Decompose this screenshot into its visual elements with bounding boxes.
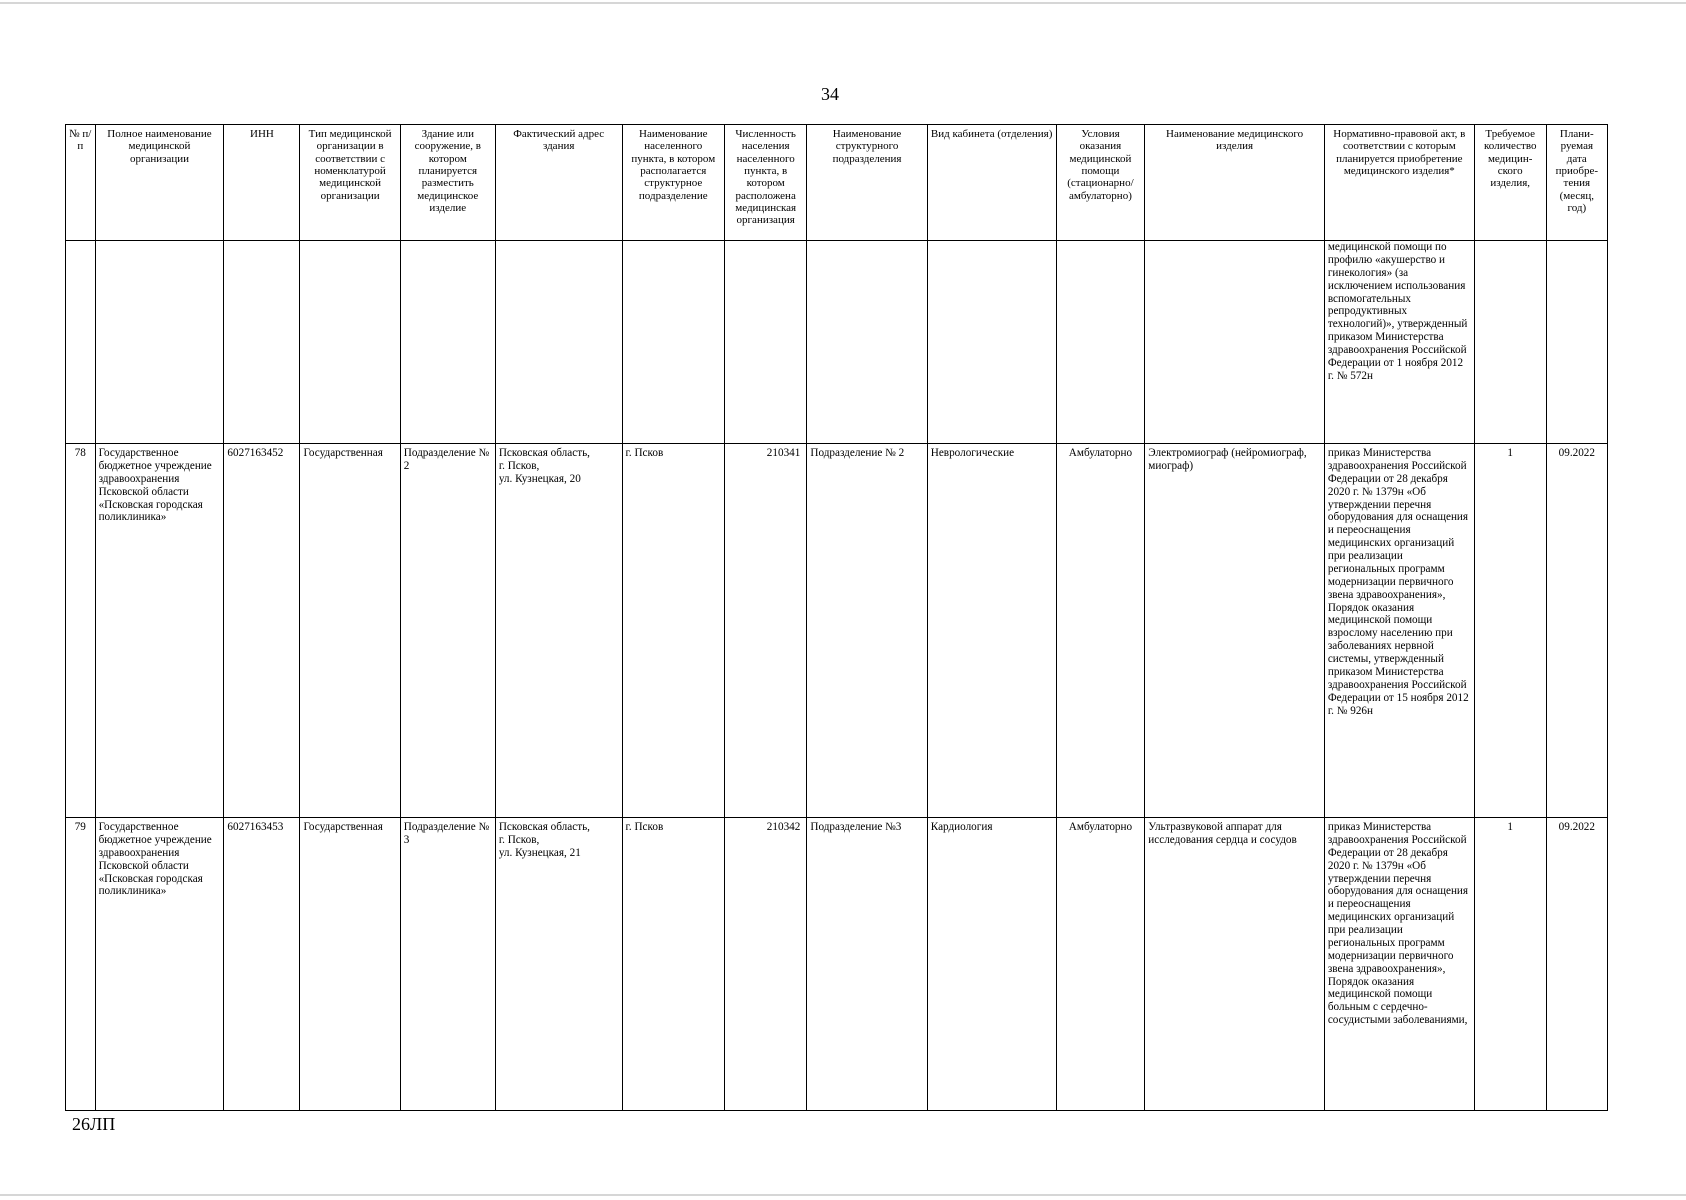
header-cell: Полное наименование медицинской организации bbox=[95, 125, 224, 241]
header-cell: Требуемое количество медицин-ского изделия, bbox=[1474, 125, 1546, 241]
header-cell: ИНН bbox=[224, 125, 300, 241]
device-cell: Электромиограф (нейромиограф, миограф) bbox=[1145, 444, 1325, 818]
building-cell: Подразделение № 3 bbox=[400, 818, 495, 1111]
device-cell: Ультразвуковой аппарат для исследования сердца и сосудов bbox=[1145, 818, 1325, 1111]
organization-cell: Государственное бюджетное учреждение здравоохранения Псковской области «Псковская городская поликлиника» bbox=[95, 444, 224, 818]
population-cell: 210341 bbox=[724, 444, 806, 818]
header-cell: № п/п bbox=[66, 125, 96, 241]
locality-cell: г. Псков bbox=[622, 818, 724, 1111]
row-number-cell: 79 bbox=[66, 818, 96, 1111]
header-cell: Наименование медицинского изделия bbox=[1145, 125, 1325, 241]
scan-edge-bottom bbox=[0, 1194, 1686, 1196]
table-row bbox=[66, 444, 1608, 818]
legal-act-cell: медицинской помощи по профилю «акушерство и гинекология» (за исключением использования вспомогательных репродуктивных технологий)», утвержденный приказом Министерства здравоохранения Российской Федерации от 1 ноября 2012 г. № 572н bbox=[1324, 241, 1474, 444]
header-cell: Наименование структурного подразделения bbox=[807, 125, 927, 241]
building-cell: Подразделение № 2 bbox=[400, 444, 495, 818]
org-type-cell: Государственная bbox=[300, 444, 400, 818]
table-row-continuation bbox=[66, 241, 1608, 444]
header-cell: Фактический адрес здания bbox=[495, 125, 622, 241]
row-number-cell: 78 bbox=[66, 444, 96, 818]
header-cell: Условия оказания медицинской помощи (стационарно/ амбулаторно) bbox=[1056, 125, 1145, 241]
header-cell: Нормативно-правовой акт, в соответствии с которым планируется приобретение медицинского изделия* bbox=[1324, 125, 1474, 241]
unit-cell: Подразделение № 2 bbox=[807, 444, 927, 818]
equipment-registry-table bbox=[65, 124, 1608, 1111]
legal-act-cell: приказ Министерства здравоохранения Российской Федерации от 28 декабря 2020 г. № 1379н «Об утверждении перечня оборудования для оснащения и переоснащения медицинских организаций при реализации региональных программ модернизации первичного звена здравоохранения», Порядок оказания медицинской помощи больным с сердечно-сосудистыми заболеваниями, bbox=[1324, 818, 1474, 1111]
quantity-cell: 1 bbox=[1474, 444, 1546, 818]
date-cell: 09.2022 bbox=[1546, 818, 1607, 1111]
address-cell: Псковская область, г. Псков, ул. Кузнецкая, 21 bbox=[495, 818, 622, 1111]
legal-act-cell: приказ Министерства здравоохранения Российской Федерации от 28 декабря 2020 г. № 1379н «Об утверждении перечня оборудования для оснащения и переоснащения медицинских организаций при реализации региональных программ модернизации первичного звена здравоохранения», Порядок оказания медицинской помощи взрослому населению при заболеваниях нервной системы, утвержденный приказом Министерства здравоохранения Российской Федерации от 15 ноября 2012 г. № 926н bbox=[1324, 444, 1474, 818]
address-cell: Псковская область, г. Псков, ул. Кузнецкая, 20 bbox=[495, 444, 622, 818]
header-cell: Наименование населенного пункта, в котором располагается структурное подразделение bbox=[622, 125, 724, 241]
document-code: 26ЛП bbox=[72, 1114, 116, 1134]
organization-cell: Государственное бюджетное учреждение здравоохранения Псковской области «Псковская городская поликлиника» bbox=[95, 818, 224, 1111]
table-header-row bbox=[66, 125, 1608, 241]
population-cell: 210342 bbox=[724, 818, 806, 1111]
conditions-cell: Амбулаторно bbox=[1056, 818, 1145, 1111]
header-cell: Вид кабинета (отделения) bbox=[927, 125, 1056, 241]
header-cell: Здание или сооружение, в котором планируется разместить медицинское изделие bbox=[400, 125, 495, 241]
cabinet-cell: Кардиология bbox=[927, 818, 1056, 1111]
conditions-cell: Амбулаторно bbox=[1056, 444, 1145, 818]
scan-edge-top bbox=[0, 2, 1686, 4]
cabinet-cell: Неврологические bbox=[927, 444, 1056, 818]
header-cell: Плани-руемая дата приобре-тения (месяц, год) bbox=[1546, 125, 1607, 241]
table-row bbox=[66, 818, 1608, 1111]
org-type-cell: Государственная bbox=[300, 818, 400, 1111]
header-cell: Тип медицинской организации в соответствии с номенклатурой медицинской организации bbox=[300, 125, 400, 241]
locality-cell: г. Псков bbox=[622, 444, 724, 818]
date-cell: 09.2022 bbox=[1546, 444, 1607, 818]
page-number: 34 bbox=[821, 84, 839, 104]
quantity-cell: 1 bbox=[1474, 818, 1546, 1111]
inn-cell: 6027163452 bbox=[224, 444, 300, 818]
unit-cell: Подразделение №3 bbox=[807, 818, 927, 1111]
header-cell: Численность населения населенного пункта, в котором расположена медицинская организация bbox=[724, 125, 806, 241]
inn-cell: 6027163453 bbox=[224, 818, 300, 1111]
